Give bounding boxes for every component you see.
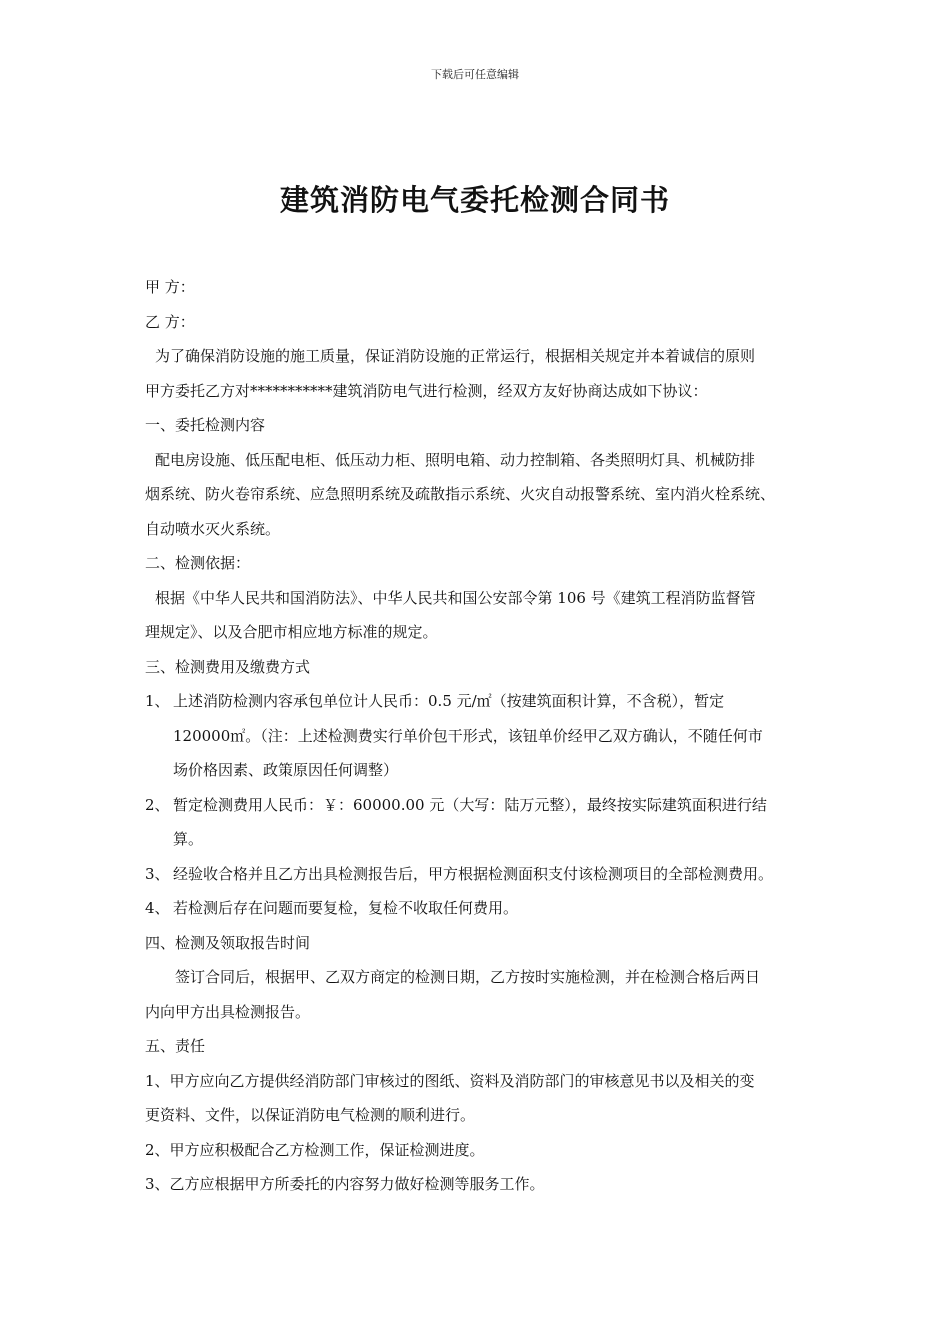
list-item-number: 2、 [145,795,170,814]
list-item [145,857,845,892]
document-body [145,270,845,1202]
list-item-line: 暂定检测费用人民币：￥：60000.00 元（大写：陆万元整），最终按实际建筑面积进行结 [173,795,767,814]
paragraph-line: 理规定》、以及合肥市相应地方标准的规定。 [145,623,438,641]
list-item [145,684,845,788]
list-item-line: 120000㎡。（注：上述检测费实行单价包干形式，该钮单价经甲乙双方确认，不随任何市 [173,726,763,745]
list-item-line: 算。 [173,830,204,848]
list-item-line: 上述消防检测内容承包单位计人民币：0.5 元/㎡（按建筑面积计算，不含税），暂定 [173,692,725,710]
intro-line: 甲方委托乙方对***********建筑消防电气进行检测，经双方友好协商达成如下协议： [145,381,708,400]
list-item-number: 3、 [145,864,170,883]
paragraph-line: 2、甲方应积极配合乙方检测工作，保证检测进度。 [145,1140,485,1159]
section-heading: 一、委托检测内容 [145,416,266,434]
paragraph-line: 1、甲方应向乙方提供经消防部门审核过的图纸、资料及消防部门的审核意见书以及相关的变 [145,1071,755,1090]
header-note: 下载后可任意编辑 [431,68,519,81]
intro-line: 为了确保消防设施的施工质量，保证消防设施的正常运行，根据相关规定并本着诚信的原则 [155,347,756,365]
paragraph-line: 自动喷水灭火系统。 [145,519,281,538]
list-item-number: 4、 [145,899,170,917]
list-item [145,788,845,857]
party-a-label: 甲 方： [145,278,195,296]
list-item-line: 场价格因素、政策原因任何调整） [173,761,399,779]
paragraph-line: 根据《中华人民共和国消防法》、中华人民共和国公安部令第 106 号《建筑工程消防监督管 [155,588,756,607]
list-item-line: 若检测后存在问题而要复检，复检不收取任何费用。 [173,899,519,917]
section-heading: 三、检测费用及缴费方式 [145,657,311,676]
paragraph-line: 更资料、文件，以保证消防电气检测的顺利进行。 [145,1106,476,1124]
section-heading: 二、检测依据： [145,554,251,572]
paragraph-line: 烟系统、防火卷帘系统、应急照明系统及疏散指示系统、火灾自动报警系统、室内消火栓系统、 [145,485,776,503]
paragraph-line: 内向甲方出具检测报告。 [145,1002,311,1021]
paragraph-line: 3、乙方应根据甲方所委托的内容努力做好检测等服务工作。 [145,1175,545,1193]
paragraph-line: 配电房设施、低压配电柜、低压动力柜、照明电箱、动力控制箱、各类照明灯具、机械防排 [155,450,756,469]
list-item-line: 经验收合格并且乙方出具检测报告后，甲方根据检测面积支付该检测项目的全部检测费用。 [173,864,774,883]
paragraph-line: 签订合同后，根据甲、乙双方商定的检测日期，乙方按时实施检测，并在检测合格后两日 [175,968,761,986]
section-heading: 四、检测及领取报告时间 [145,933,311,952]
list-item [145,891,845,926]
list-item-number: 1、 [145,692,170,710]
section-heading: 五、责任 [145,1037,206,1055]
party-b-label: 乙 方： [145,312,195,331]
document-title: 建筑消防电气委托检测合同书 [279,183,670,217]
